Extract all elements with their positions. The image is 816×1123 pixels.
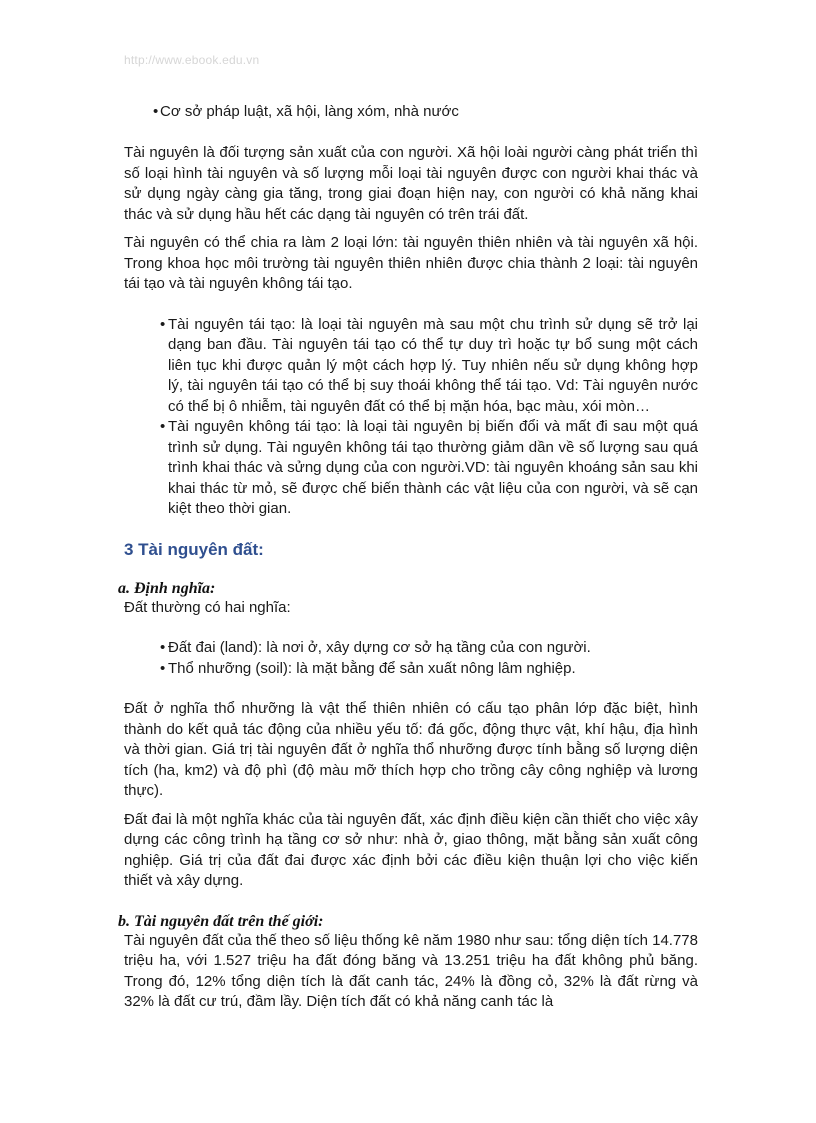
watermark-url: http://www.ebook.edu.vn [124, 53, 260, 67]
paragraph-land-meaning: Đất đai là một nghĩa khác của tài nguyên đất, xác định điều kiện cần thiết cho việc xây dựng các công trình hạ tầng cơ sở như: nhà ở, giao thông, mặt bằng sản xuất công nghiệp. Giá trị của đất đai được xác định bởi các điều kiện thuận lợi cho việc kiến thiết và xây dựng. [124, 810, 698, 889]
land-meaning-list [124, 638, 698, 679]
bullet-icon: • [160, 315, 166, 333]
subsection-title-definition: a. Định nghĩa: [118, 579, 216, 597]
bullet-icon: • [153, 103, 159, 120]
list-item-text: Tài nguyên không tái tạo: là loại tài nguyên bị biến đổi và mất đi sau một quá trình sử dụng. Tài nguyên không tái tạo thường giảm dần về số lượng sau quá trình khai thác và sửng dụng của con người.VD: tài nguyên khoáng sản sau khi khai thác từ mỏ, sẽ được chế biến thành các vật liệu của con người, và sẽ cạn kiệt theo thời gian. [168, 418, 698, 517]
paragraph-world-land-statistics: Tài nguyên đất của thế theo số liệu thống kê năm 1980 như sau: tổng diện tích 14.778 triệu ha, với 1.527 triệu ha đất đóng băng và 13.251 triệu ha đất không phủ băng. Trong đó, 12% tổng diện tích là đất canh tác, 24% là đồng cỏ, 32% là đất rừng và 32% là đất cư trú, đầm lầy. Diện tích đất có khả năng canh tác là [124, 931, 698, 1010]
section-title-land: 3 Tài nguyên đất: [124, 539, 264, 559]
list-item [124, 659, 698, 680]
resource-type-list [124, 315, 698, 520]
paragraph-resource-classification: Tài nguyên có thể chia ra làm 2 loại lớn: tài nguyên thiên nhiên và tài nguyên xã hội. Trong khoa học môi trường tài nguyên thiên nhiên được chia thành 2 loại: tài nguyên tái tạo và tài nguyên không tái tạo. [124, 234, 698, 292]
list-item [124, 638, 698, 659]
paragraph-land-meanings-intro: Đất thường có hai nghĩa: [124, 598, 291, 616]
list-item-text: Tài nguyên tái tạo: là loại tài nguyên mà sau một chu trình sử dụng sẽ trở lại dạng ban đầu. Tài nguyên tái tạo có thể tự duy trì hoặc tự bổ sung một cách liên tục khi được quản lý một cách hợp lý. Tuy nhiên nếu sử dụng không hợp lý, tài nguyên tái tạo có thể bị suy thoái không thể tái tạo. Vd: Tài nguyên nước có thể bị ô nhiễm, tài nguyên đất có thể bị mặn hóa, bạc màu, xói mòn… [168, 315, 698, 415]
bullet-icon: • [160, 659, 166, 677]
intro-bullet [124, 102, 698, 122]
paragraph-resource-definition: Tài nguyên là đối tượng sản xuất của con người. Xã hội loài người càng phát triển thì số loại hình tài nguyên và số lượng mỗi loại tài nguyên được con người khai thác và sử dụng ngày càng gia tăng, trong giai đoạn hiện nay, con người có khả năng khai thác và sử dụng hầu hết các dạng tài nguyên có trên trái đất. [124, 144, 698, 223]
subsection-title-world-land: b. Tài nguyên đất trên thế giới: [118, 912, 324, 930]
list-item-text: Thổ nhưỡng (soil): là mặt bằng để sản xuất nông lâm nghiệp. [168, 659, 576, 677]
page-content [118, 102, 698, 1013]
paragraph-soil-meaning: Đất ở nghĩa thổ nhưỡng là vật thể thiên nhiên có cấu tạo phân lớp đặc biệt, hình thành do kết quả tác động của nhiều yếu tố: đá gốc, động thực vật, khí hậu, địa hình và thời gian. Giá trị tài nguyên đất ở nghĩa thổ nhưỡng được tính bằng số lượng diện tích (ha, km2) và độ phì (độ màu mỡ thích hợp cho trồng cây công nghiệp và lương thực). [124, 700, 698, 799]
bullet-icon: • [160, 639, 166, 656]
list-item [124, 315, 698, 418]
bullet-icon: • [160, 418, 166, 435]
list-item [124, 417, 698, 520]
intro-bullet-text: Cơ sở pháp luật, xã hội, làng xóm, nhà nước [160, 103, 459, 120]
list-item-text: Đất đai (land): là nơi ở, xây dựng cơ sở hạ tầng của con người. [168, 639, 591, 656]
